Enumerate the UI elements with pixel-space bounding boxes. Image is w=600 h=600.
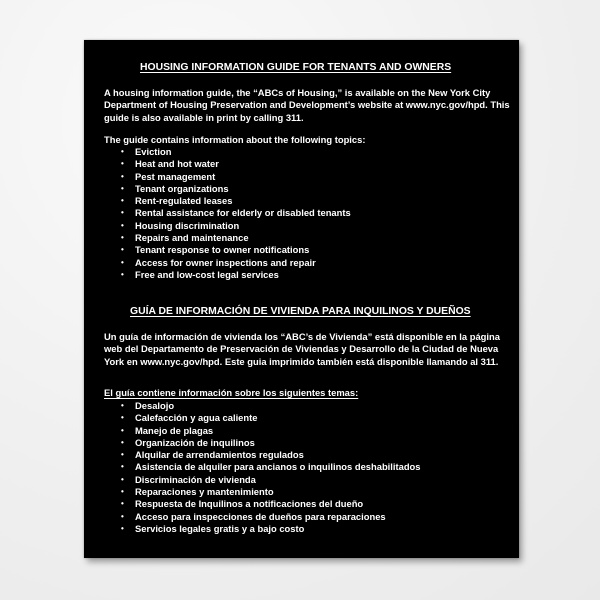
bullet-icon: • [121, 523, 124, 533]
bullet-icon: • [121, 269, 124, 279]
topic-text: Rental assistance for elderly or disabled tenants [135, 207, 351, 219]
topic-text: Pest management [135, 170, 216, 182]
housing-info-sign [84, 40, 519, 558]
bullet-icon: • [121, 413, 124, 423]
topic-text: Tenant response to owner notifications [135, 244, 310, 256]
bullet-icon: • [121, 511, 124, 521]
list-item [121, 257, 351, 269]
list-item [121, 449, 421, 461]
bullet-icon: • [121, 245, 124, 255]
list-item [121, 511, 421, 523]
list-item [121, 412, 421, 424]
topic-text: Calefacción y agua caliente [135, 412, 258, 424]
list-item [121, 474, 421, 486]
bullet-icon: • [121, 462, 124, 472]
english-heading: HOUSING INFORMATION GUIDE FOR TENANTS AND OWNERS [140, 62, 452, 73]
list-item [121, 146, 351, 158]
list-item [121, 523, 421, 535]
bullet-icon: • [121, 401, 124, 410]
list-item [121, 425, 421, 437]
list-item [121, 232, 351, 244]
topic-text: Access for owner inspections and repair [135, 256, 316, 268]
english-paragraph: A housing information guide, the “ABCs of Housing,” is available on the New York City Department of Housing Preservation and Development’s website at www.nyc.gov/hpd. This guide is also available in print by calling 311. [104, 87, 510, 123]
list-item [121, 269, 351, 281]
topic-text: Eviction [135, 146, 172, 157]
bullet-icon: • [121, 183, 124, 193]
topic-text: Free and low-cost legal services [135, 268, 279, 280]
list-item [121, 183, 351, 195]
list-item [121, 244, 351, 256]
bullet-icon: • [121, 425, 124, 435]
bullet-icon: • [121, 487, 124, 497]
spanish-topic-list [121, 400, 421, 535]
list-item [121, 400, 421, 412]
topic-text: Alquilar de arrendamientos regulados [135, 449, 304, 461]
topic-text: Reparaciones y mantenimiento [135, 486, 274, 498]
list-item [121, 207, 351, 219]
topic-text: Organización de inquilinos [135, 436, 255, 448]
bullet-icon: • [121, 437, 124, 447]
bullet-icon: • [121, 233, 124, 243]
spanish-heading: GUÍA DE INFORMACIÓN DE VIVIENDA PARA INQUILINOS Y DUEÑOS [130, 306, 471, 317]
topic-text: Acceso para inspecciones de dueños para reparaciones [135, 510, 386, 522]
topic-text: Tenant organizations [135, 182, 229, 194]
list-item [121, 498, 421, 510]
bullet-icon: • [121, 474, 124, 484]
topic-text: Repairs and maintenance [135, 232, 249, 244]
list-item [121, 171, 351, 183]
spanish-topics-intro: El guía contiene información sobre los siguientes temas: [104, 387, 359, 398]
topic-text: Servicios legales gratis y a bajo costo [135, 522, 305, 534]
list-item [121, 486, 421, 498]
list-item [121, 220, 351, 232]
list-item [121, 461, 421, 473]
bullet-icon: • [121, 196, 124, 206]
list-item [121, 437, 421, 449]
topic-text: Housing discrimination [135, 219, 240, 231]
bullet-icon: • [121, 220, 124, 230]
bullet-icon: • [121, 147, 124, 156]
english-topics-intro: The guide contains information about the following topics: [104, 134, 366, 145]
bullet-icon: • [121, 450, 124, 460]
topic-text: Heat and hot water [135, 158, 219, 170]
spanish-paragraph: Un guía de información de vivienda los “ABC’s de Vivienda” está disponible en la página web del Departamento de Preservación de Viviendas y Desarrollo de la Ciudad de Nueva York en www.nyc.gov/hpd. Este guia imprimido también está disponible llamando al 311. [104, 331, 500, 367]
list-item [121, 158, 351, 170]
bullet-icon: • [121, 171, 124, 181]
english-topic-list [121, 146, 351, 281]
bullet-icon: • [121, 257, 124, 267]
bullet-icon: • [121, 159, 124, 169]
topic-text: Respuesta de Inquilinos a notificaciones del dueño [135, 498, 364, 510]
bullet-icon: • [121, 499, 124, 509]
topic-text: Manejo de plagas [135, 424, 214, 436]
list-item [121, 195, 351, 207]
topic-text: Discriminación de vivienda [135, 473, 256, 485]
topic-text: Asistencia de alquiler para ancianos o inquilinos deshabilitados [135, 461, 421, 473]
bullet-icon: • [121, 208, 124, 218]
topic-text: Desalojo [135, 400, 175, 411]
topic-text: Rent-regulated leases [135, 195, 233, 207]
